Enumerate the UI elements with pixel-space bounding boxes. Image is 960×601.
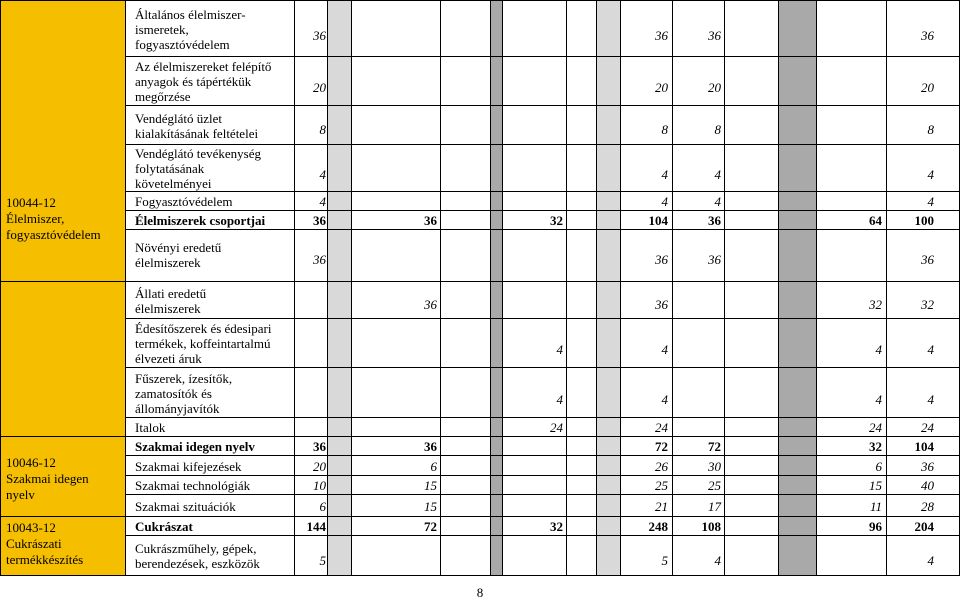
- cell-value: 25: [655, 478, 668, 493]
- shaded-column: [327, 0, 351, 575]
- row-label: Növényi eredetű: [135, 240, 222, 255]
- cell-value: 4: [875, 391, 882, 407]
- cell-value: 64: [869, 213, 882, 228]
- cell-value: 30: [708, 458, 721, 474]
- row-label: Italok: [135, 420, 166, 435]
- cell-value: 32: [869, 297, 882, 312]
- row-label: Szakmai idegen nyelv: [135, 439, 255, 454]
- page-number: 8: [476, 585, 484, 600]
- cell-value: 36: [655, 27, 668, 43]
- cell-value: 36: [655, 251, 668, 267]
- shaded-column: [596, 0, 620, 575]
- cell-value: 6: [319, 498, 326, 514]
- cell-value: 15: [424, 478, 437, 493]
- cell-value: 72: [655, 439, 668, 454]
- cell-value: 36: [424, 213, 437, 228]
- row-label: Vendéglátó üzlet: [135, 110, 222, 126]
- row-label: anyagok és tápértékük: [135, 74, 252, 89]
- cell-value: 32: [921, 297, 934, 312]
- cell-value: 24: [869, 420, 882, 435]
- row-label: folytatásának: [135, 161, 205, 176]
- cell-value: 8: [714, 122, 721, 137]
- row-label: élelmiszerek: [135, 300, 201, 316]
- row-label: berendezések, eszközök: [135, 556, 260, 571]
- cell-value: 4: [714, 194, 721, 209]
- shaded-column: [778, 0, 816, 575]
- row-label: Vendéglátó tevékenység: [135, 146, 261, 161]
- cell-value: 104: [648, 213, 668, 228]
- module-name: termékkészítés: [6, 552, 84, 567]
- cell-value: 25: [708, 478, 721, 493]
- cell-value: 4: [661, 167, 668, 182]
- cell-value: 15: [424, 498, 437, 514]
- cell-value: 4: [927, 167, 934, 182]
- module-name: fogyasztóvédelem: [6, 227, 101, 242]
- cell-value: 72: [424, 519, 437, 534]
- cell-value: 144: [306, 519, 326, 534]
- row-label: Szakmai technológiák: [135, 478, 251, 493]
- cell-value: 4: [319, 194, 326, 209]
- cell-value: 4: [927, 552, 934, 568]
- cell-value: 6: [430, 458, 437, 474]
- cell-value: 72: [708, 439, 721, 454]
- row-label: állományjavítók: [135, 400, 220, 416]
- module-code: 10044-12: [6, 195, 56, 210]
- cell-value: 26: [655, 458, 668, 474]
- cell-value: 36: [708, 27, 721, 43]
- module-code: 10043-12: [6, 520, 56, 535]
- cell-value: 4: [556, 391, 563, 407]
- cell-value: 20: [313, 458, 326, 474]
- row-label: Az élelmiszereket felépítő: [135, 59, 272, 74]
- row-label: Szakmai kifejezések: [135, 458, 242, 474]
- cell-value: 36: [708, 251, 721, 267]
- cell-value: 36: [424, 297, 437, 312]
- module-name: Cukrászati: [6, 536, 62, 551]
- cell-value: 32: [550, 519, 563, 534]
- row-label: megőrzése: [135, 89, 191, 104]
- cell-value: 15: [869, 478, 882, 493]
- row-label: Szakmai szituációk: [135, 498, 236, 514]
- cell-value: 6: [875, 458, 882, 474]
- cell-value: 24: [655, 420, 668, 435]
- cell-value: 10: [313, 478, 326, 493]
- cell-value: 36: [708, 213, 721, 228]
- cell-value: 36: [921, 251, 934, 267]
- cell-value: 4: [875, 342, 882, 357]
- row-label: kialakításának feltételei: [135, 125, 259, 141]
- row-label: Fogyasztóvédelem: [135, 194, 233, 209]
- row-label: Állati eredetű: [135, 285, 207, 301]
- cell-value: 4: [927, 194, 934, 209]
- module-name: Élelmiszer,: [6, 211, 65, 226]
- cell-value: 4: [661, 391, 668, 407]
- row-label: Édesítőszerek és édesipari: [135, 321, 272, 336]
- row-label: Cukrászat: [135, 519, 193, 534]
- cell-value: 32: [869, 439, 882, 454]
- cell-value: 8: [661, 122, 668, 137]
- cell-value: 8: [319, 122, 326, 137]
- row-label: követelményei: [135, 176, 212, 191]
- module-code: 10046-12: [6, 455, 56, 470]
- cell-value: 5: [661, 552, 668, 568]
- cell-value: 108: [701, 519, 721, 534]
- cell-value: 21: [655, 498, 668, 514]
- row-label: fogyasztóvédelem: [135, 36, 230, 52]
- cell-value: 5: [319, 552, 326, 568]
- cell-value: 36: [313, 27, 326, 43]
- cell-value: 36: [313, 251, 326, 267]
- row-label: élelmiszerek: [135, 255, 201, 270]
- cell-value: 36: [921, 458, 934, 474]
- cell-value: 4: [556, 342, 563, 357]
- cell-value: 204: [914, 519, 934, 534]
- cell-value: 8: [927, 122, 934, 137]
- cell-value: 20: [921, 80, 934, 95]
- cell-value: 28: [921, 498, 934, 514]
- cell-value: 11: [869, 498, 882, 514]
- row-label: élvezeti áruk: [135, 351, 202, 366]
- cell-value: 4: [714, 167, 721, 182]
- cell-value: 4: [927, 342, 934, 357]
- cell-value: 4: [661, 342, 668, 357]
- cell-value: 4: [319, 167, 326, 182]
- cell-value: 20: [708, 80, 721, 95]
- row-label: ismeretek,: [135, 21, 189, 37]
- cell-value: 4: [661, 194, 668, 209]
- cell-value: 96: [869, 519, 882, 534]
- module-name: Szakmai idegen: [6, 471, 89, 486]
- cell-value: 32: [550, 213, 563, 228]
- cell-value: 17: [708, 498, 721, 514]
- cell-value: 248: [648, 519, 668, 534]
- cell-value: 4: [714, 552, 721, 568]
- cell-value: 20: [655, 80, 668, 95]
- cell-value: 24: [921, 420, 934, 435]
- cell-value: 40: [921, 478, 934, 493]
- cell-value: 20: [313, 80, 326, 95]
- cell-value: 36: [313, 213, 326, 228]
- row-label: zamatosítók és: [135, 385, 212, 401]
- row-label: termékek, koffeintartalmú: [135, 336, 271, 351]
- row-label: Fűszerek, ízesítők,: [135, 370, 233, 386]
- module-name: nyelv: [6, 487, 35, 502]
- cell-value: 4: [927, 391, 934, 407]
- row-label: Élelmiszerek csoportjai: [135, 213, 266, 228]
- cell-value: 100: [914, 213, 934, 228]
- cell-value: 36: [313, 439, 326, 454]
- cell-value: 36: [424, 439, 437, 454]
- row-label: Cukrászműhely, gépek,: [135, 541, 257, 556]
- cell-value: 36: [655, 297, 668, 312]
- row-label: Általános élelmiszer-: [135, 6, 246, 22]
- cell-value: 36: [921, 27, 934, 43]
- cell-value: 24: [550, 420, 563, 435]
- shaded-column: [490, 0, 502, 575]
- cell-value: 104: [914, 439, 934, 454]
